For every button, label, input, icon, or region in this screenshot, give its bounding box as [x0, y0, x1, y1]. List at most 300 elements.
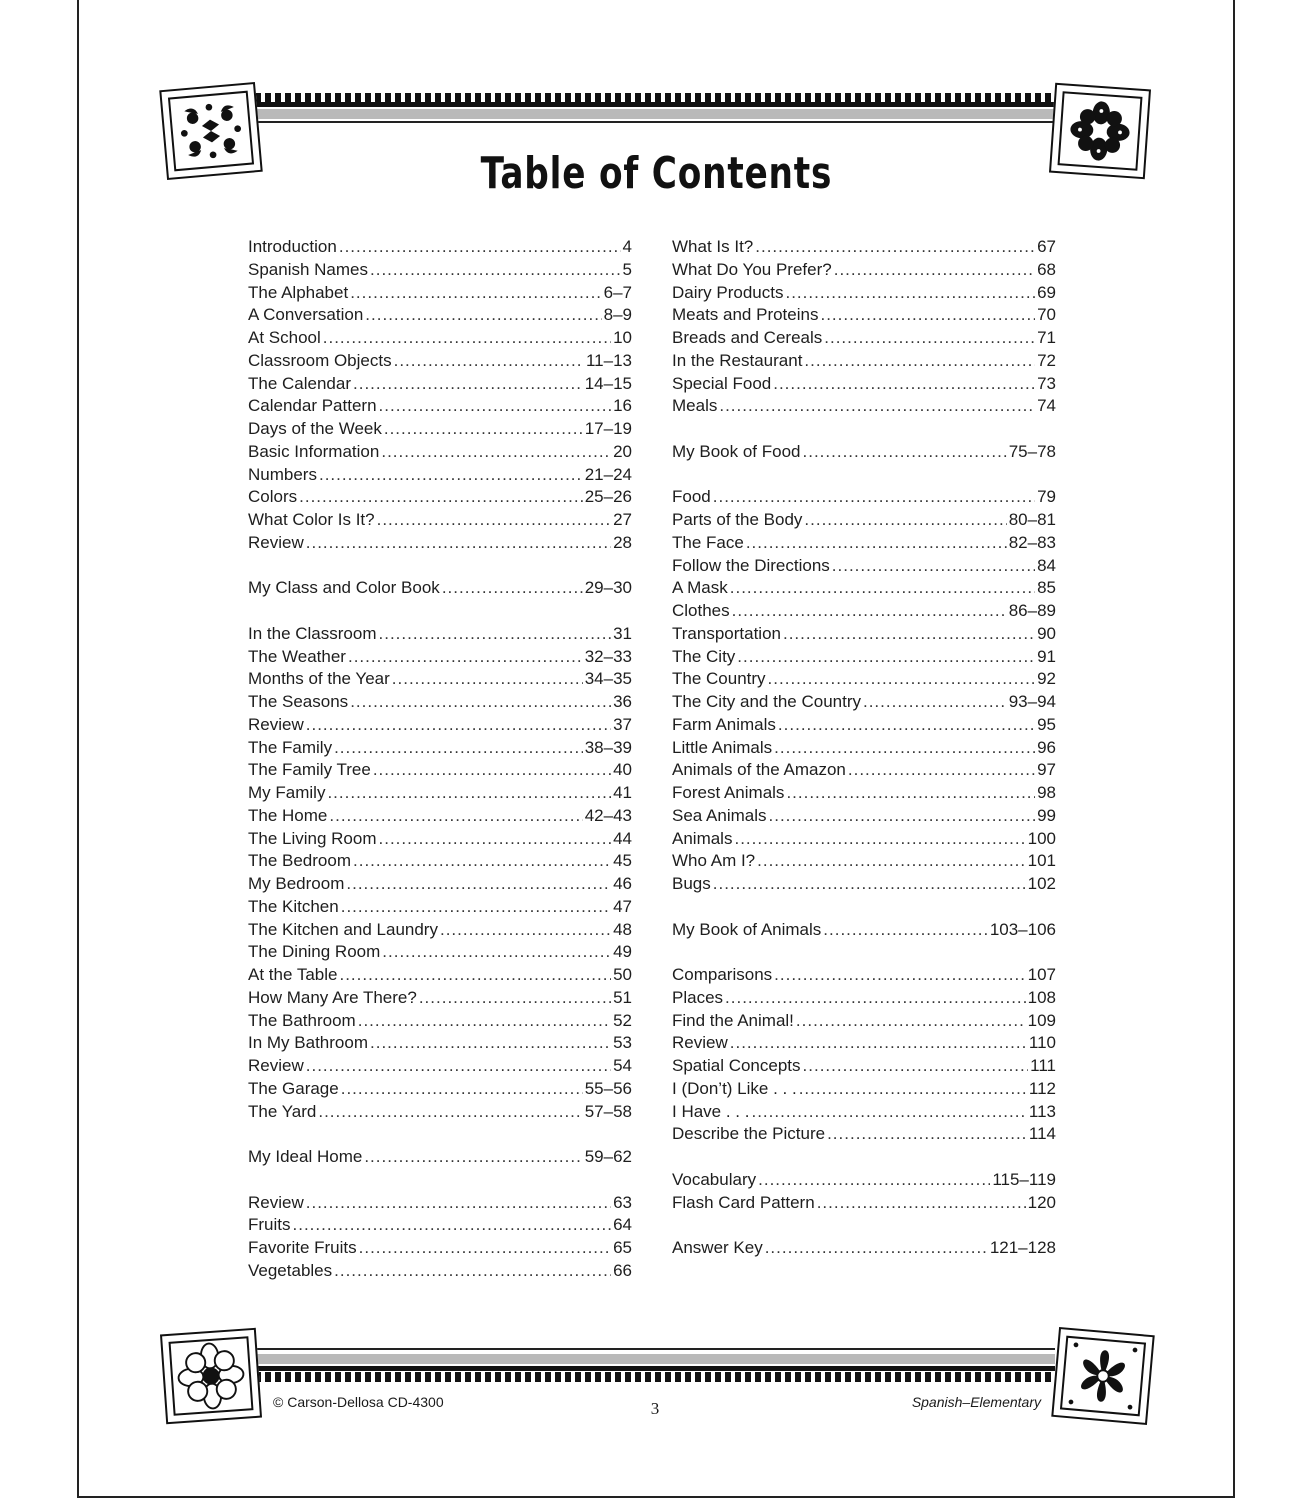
dot-leader [306, 714, 611, 737]
dot-leader [327, 782, 611, 805]
toc-entry-page: 66 [613, 1260, 632, 1280]
toc-entry [672, 486, 1056, 509]
dot-leader [373, 759, 611, 782]
dot-leader [394, 350, 584, 373]
dot-leader [832, 555, 1035, 578]
dot-leader [365, 304, 601, 327]
dot-leader [769, 805, 1036, 828]
toc-entry-title: Parts of the Body [672, 510, 803, 529]
toc-entry-page: 113 [1028, 1101, 1056, 1121]
toc-entry [248, 805, 632, 828]
dot-leader [419, 987, 611, 1010]
toc-entry-page: 91 [1037, 646, 1056, 666]
toc-entry-page: 69 [1037, 282, 1056, 302]
toc-entry-page: 17–19 [584, 419, 632, 438]
dot-leader [751, 1101, 1026, 1124]
toc-entry-page: 92 [1037, 669, 1056, 689]
toc-entry-page: 46 [613, 874, 632, 893]
toc-entry [248, 1260, 632, 1283]
toc-entry-title: I Have . . . [672, 1101, 750, 1121]
section-gap [248, 1169, 632, 1192]
toc-entry-page: 16 [613, 396, 632, 416]
toc-entry-page: 75–78 [1008, 441, 1056, 461]
toc-entry-title: Review [248, 532, 304, 552]
toc-entry-page: 71 [1037, 328, 1056, 347]
toc-entry-page: 8–9 [603, 305, 632, 325]
dot-leader [293, 1214, 612, 1237]
toc-entry [248, 1078, 632, 1101]
toc-entry-title: The Home [248, 805, 328, 825]
toc-entry-title: Days of the Week [248, 419, 382, 438]
toc-entry-title: Farm Animals [672, 714, 776, 734]
toc-entry [248, 964, 632, 987]
toc-entry-page: 99 [1037, 805, 1056, 825]
toc-entry-page: 6–7 [603, 282, 632, 302]
section-gap [672, 1214, 1056, 1237]
toc-entry [672, 759, 1056, 782]
toc-entry-page: 50 [613, 965, 632, 984]
toc-entry-title: Flash Card Pattern [672, 1192, 815, 1212]
dot-leader [774, 737, 1035, 760]
toc-entry-page: 82–83 [1008, 532, 1056, 552]
dot-leader [381, 441, 611, 464]
toc-entry [248, 1146, 632, 1169]
toc-entry [248, 1237, 632, 1260]
toc-entry-title: I (Don’t) Like . . . [672, 1078, 797, 1098]
dot-leader [306, 532, 611, 555]
top-border-band [255, 93, 1055, 133]
toc-entry [248, 1214, 632, 1237]
toc-entry [672, 1101, 1056, 1124]
toc-entry-title: The Calendar [248, 373, 352, 393]
toc-entry [672, 737, 1056, 760]
toc-entry-page: 14–15 [584, 373, 632, 393]
dot-leader [734, 828, 1025, 851]
toc-entry [248, 418, 632, 441]
dot-leader [732, 600, 1007, 623]
toc-entry-title: What Do You Prefer? [672, 259, 832, 279]
toc-entry-title: Vegetables [248, 1260, 333, 1280]
toc-entry-title: My Book of Food [672, 441, 801, 461]
toc-entry-page: 85 [1037, 578, 1056, 598]
four-petal-icon [1051, 1327, 1154, 1425]
toc-entry-page: 5 [622, 259, 632, 279]
toc-entry [672, 373, 1056, 396]
toc-entry [672, 782, 1056, 805]
toc-entry-page: 20 [613, 441, 632, 461]
toc-entry-title: Spanish Names [248, 259, 369, 279]
toc-entry [672, 327, 1056, 350]
toc-entry-page: 49 [613, 942, 632, 962]
toc-entry [672, 1032, 1056, 1055]
dot-leader [863, 691, 1007, 714]
dot-leader [774, 964, 1025, 987]
dot-leader [768, 668, 1036, 691]
dot-leader [804, 509, 1006, 532]
toc-entry [672, 600, 1056, 623]
dot-leader [796, 1010, 1026, 1033]
toc-entry-title: The City and the Country [672, 692, 861, 711]
toc-entry [672, 577, 1056, 600]
dot-leader [823, 919, 988, 942]
dot-leader [799, 1078, 1027, 1101]
toc-entry-page: 44 [613, 828, 632, 848]
dot-leader [392, 668, 583, 691]
dot-leader [737, 646, 1035, 669]
toc-entry [672, 555, 1056, 578]
toc-entry [248, 941, 632, 964]
toc-entry-title: The Family Tree [248, 760, 371, 780]
toc-entry-title: Calendar Pattern [248, 396, 377, 416]
section-gap [248, 1123, 632, 1146]
toc-entry [248, 646, 632, 669]
toc-entry [248, 1010, 632, 1033]
toc-entry-page: 114 [1028, 1124, 1056, 1144]
toc-left-column [248, 236, 632, 1283]
toc-entry [672, 850, 1056, 873]
dot-leader [350, 691, 611, 714]
toc-entry [248, 896, 632, 919]
toc-entry-page: 55–56 [584, 1078, 632, 1098]
toc-entry-title: Find the Animal! [672, 1010, 794, 1030]
dot-leader [379, 623, 612, 646]
toc-entry [248, 464, 632, 487]
dot-leader [318, 1101, 582, 1124]
toc-entry-title: Animals of the Amazon [672, 760, 846, 780]
toc-entry-title: The Alphabet [248, 282, 349, 302]
bottom-border-band [255, 1348, 1055, 1388]
dot-leader [377, 509, 611, 532]
dot-leader [346, 873, 611, 896]
toc-entry-page: 107 [1027, 965, 1056, 984]
toc-entry-page: 29–30 [584, 578, 632, 598]
toc-entry [248, 486, 632, 509]
toc-entry [248, 441, 632, 464]
toc-entry [248, 987, 632, 1010]
toc-entry-title: The Kitchen [248, 896, 339, 916]
toc-entry-page: 93–94 [1008, 692, 1056, 711]
dot-leader [442, 577, 583, 600]
toc-entry-title: A Conversation [248, 305, 364, 325]
dot-leader [848, 759, 1035, 782]
dot-leader [785, 282, 1035, 305]
toc-entry [248, 1032, 632, 1055]
dot-leader [353, 850, 611, 873]
dot-leader [323, 327, 611, 350]
dot-leader [803, 441, 1007, 464]
toc-entry-page: 110 [1028, 1033, 1056, 1053]
toc-entry-page: 68 [1037, 259, 1056, 279]
page-title: Table of Contents [480, 148, 833, 199]
toc-entry-title: What Color Is It? [248, 510, 375, 529]
dot-leader [384, 418, 583, 441]
daisy-icon [160, 1328, 262, 1424]
toc-entry-title: Clothes [672, 601, 730, 620]
toc-entry-page: 79 [1037, 487, 1056, 507]
toc-entry-page: 73 [1037, 373, 1056, 393]
toc-entry-title: Who Am I? [672, 851, 756, 871]
dot-leader [730, 1032, 1027, 1055]
dot-leader [350, 282, 601, 305]
toc-entry-page: 34–35 [584, 669, 632, 689]
toc-entry-page: 28 [613, 532, 632, 552]
toc-entry [672, 259, 1056, 282]
toc-entry-page: 67 [1037, 237, 1056, 256]
toc-entry [672, 987, 1056, 1010]
toc-entry-page: 37 [613, 714, 632, 734]
section-gap [672, 896, 1056, 919]
toc-entry-title: My Family [248, 783, 326, 802]
toc-entry-title: Answer Key [672, 1238, 763, 1257]
toc-entry [672, 828, 1056, 851]
toc-entry [248, 532, 632, 555]
dot-leader [364, 1146, 582, 1169]
toc-entry-title: In My Bathroom [248, 1033, 368, 1053]
toc-entry [672, 282, 1056, 305]
toc-entry-title: Bugs [672, 874, 711, 893]
toc-entry-title: Special Food [672, 373, 772, 393]
dot-leader [757, 850, 1025, 873]
toc-entry-title: Follow the Directions [672, 555, 830, 575]
toc-entry-title: My Bedroom [248, 874, 345, 893]
toc-entry-title: A Mask [672, 578, 728, 598]
toc-entry-page: 40 [613, 760, 632, 780]
toc-entry-page: 103–106 [989, 919, 1056, 939]
toc-entry-page: 90 [1037, 623, 1056, 643]
section-gap [672, 941, 1056, 964]
toc-entry-page: 65 [613, 1238, 632, 1257]
toc-entry [248, 327, 632, 350]
toc-entry-title: Months of the Year [248, 669, 390, 689]
toc-entry-title: Sea Animals [672, 805, 767, 825]
toc-entry-page: 70 [1037, 305, 1056, 325]
toc-entry [248, 509, 632, 532]
toc-entry [248, 236, 632, 259]
toc-entry-page: 53 [613, 1033, 632, 1053]
toc-entry [248, 373, 632, 396]
toc-entry [672, 304, 1056, 327]
dot-leader [746, 532, 1007, 555]
toc-entry-page: 52 [613, 1010, 632, 1030]
toc-entry-page: 36 [613, 692, 632, 711]
toc-entry-title: What Is It? [672, 237, 754, 256]
toc-entry-title: Basic Information [248, 441, 380, 461]
toc-entry-title: The Kitchen and Laundry [248, 919, 438, 939]
toc-entry-page: 27 [613, 510, 632, 529]
toc-entry-title: The Living Room [248, 828, 377, 848]
toc-entry-title: The Bathroom [248, 1010, 356, 1030]
toc-entry [672, 350, 1056, 373]
toc-entry-title: Describe the Picture [672, 1124, 826, 1144]
toc-entry [672, 919, 1056, 942]
toc-entry-title: Review [248, 1056, 304, 1075]
dot-leader [786, 782, 1035, 805]
toc-entry [672, 236, 1056, 259]
section-gap [672, 1146, 1056, 1169]
dot-leader [370, 1032, 611, 1055]
toc-entry-page: 84 [1037, 555, 1056, 575]
toc-entry-title: Vocabulary [672, 1169, 757, 1189]
toc-entry-title: Review [248, 714, 304, 734]
toc-entry-page: 121–128 [989, 1238, 1056, 1257]
toc-entry [672, 1078, 1056, 1101]
dot-leader [379, 828, 612, 851]
toc-entry [672, 1169, 1056, 1192]
dot-leader [306, 1055, 611, 1078]
toc-entry-title: The Seasons [248, 692, 349, 711]
dot-leader [334, 1260, 611, 1283]
toc-entry [248, 759, 632, 782]
toc-entry-title: Numbers [248, 464, 317, 484]
toc-entry-page: 108 [1027, 987, 1056, 1007]
series-title: Spanish–Elementary [911, 1394, 1041, 1410]
toc-entry-title: At School [248, 328, 321, 347]
toc-entry-page: 21–24 [584, 464, 632, 484]
dot-leader [713, 873, 1026, 896]
dot-leader [817, 1192, 1026, 1215]
toc-entry [248, 623, 632, 646]
toc-entry [672, 1123, 1056, 1146]
dot-leader [713, 486, 1035, 509]
toc-entry [248, 919, 632, 942]
toc-entry-title: Breads and Cereals [672, 328, 823, 347]
toc-entry [248, 1192, 632, 1215]
toc-entry-page: 101 [1027, 851, 1056, 871]
toc-entry-title: In the Restaurant [672, 350, 803, 370]
dot-leader [370, 259, 621, 282]
dot-leader [306, 1192, 611, 1215]
toc-entry-title: Review [248, 1192, 304, 1212]
toc-entry [248, 577, 632, 600]
dot-leader [834, 259, 1035, 282]
toc-entry [248, 395, 632, 418]
toc-entry-page: 64 [613, 1215, 632, 1235]
toc-entry-page: 97 [1037, 760, 1056, 780]
toc-entry-page: 96 [1037, 737, 1056, 757]
toc-entry-title: Little Animals [672, 737, 773, 757]
dot-leader [730, 577, 1035, 600]
section-gap [672, 418, 1056, 441]
toc-entry-title: Classroom Objects [248, 350, 392, 370]
toc-entry-title: In the Classroom [248, 623, 377, 643]
dot-leader [334, 737, 583, 760]
dot-leader [382, 941, 611, 964]
toc-entry-page: 4 [622, 237, 632, 256]
dot-leader [778, 714, 1035, 737]
toc-entry-title: At the Table [248, 965, 338, 984]
toc-entry-page: 63 [613, 1192, 632, 1212]
dot-leader [341, 896, 611, 919]
toc-entry-title: How Many Are There? [248, 987, 417, 1007]
toc-entry-page: 41 [613, 783, 632, 802]
dot-leader [725, 987, 1026, 1010]
toc-entry [248, 691, 632, 714]
toc-entry [248, 282, 632, 305]
toc-entry-page: 112 [1028, 1078, 1056, 1098]
toc-entry-page: 102 [1027, 874, 1056, 893]
toc-entry [248, 782, 632, 805]
dot-leader [319, 464, 583, 487]
toc-entry-page: 115–119 [992, 1169, 1056, 1189]
toc-entry-page: 72 [1037, 350, 1056, 370]
toc-entry-title: The Family [248, 737, 333, 757]
toc-entry [672, 441, 1056, 464]
toc-entry [248, 714, 632, 737]
toc-entry-page: 42–43 [584, 805, 632, 825]
toc-entry [672, 1237, 1056, 1260]
dot-leader [765, 1237, 988, 1260]
dot-leader [758, 1169, 990, 1192]
toc-entry-title: The Yard [248, 1101, 317, 1121]
toc-entry-title: Meats and Proteins [672, 305, 819, 325]
dot-leader [358, 1010, 611, 1033]
dot-leader [783, 623, 1035, 646]
toc-entry-title: Review [672, 1033, 728, 1053]
dot-leader [339, 236, 621, 259]
dot-leader [329, 805, 582, 828]
toc-entry-title: Meals [672, 396, 718, 416]
toc-entry [248, 259, 632, 282]
dot-leader [440, 919, 611, 942]
dot-leader [773, 373, 1035, 396]
toc-entry [248, 873, 632, 896]
toc-entry-title: Spatial Concepts [672, 1056, 801, 1075]
toc-entry-title: Colors [248, 487, 298, 507]
toc-entry [672, 873, 1056, 896]
toc-entry-page: 51 [613, 987, 632, 1007]
toc-entry-page: 48 [613, 919, 632, 939]
toc-entry-title: Fruits [248, 1215, 291, 1235]
toc-entry-title: Favorite Fruits [248, 1238, 357, 1257]
dot-leader [348, 646, 583, 669]
toc-entry-title: The Garage [248, 1078, 339, 1098]
toc-entry-page: 109 [1027, 1010, 1056, 1030]
toc-entry [248, 304, 632, 327]
toc-entry-page: 80–81 [1008, 510, 1056, 529]
toc-entry-title: Animals [672, 828, 733, 848]
toc-entry-title: The Weather [248, 646, 346, 666]
toc-entry [248, 1055, 632, 1078]
toc-entry-page: 31 [613, 623, 632, 643]
toc-entry-title: Places [672, 987, 724, 1007]
toc-entry-page: 74 [1037, 396, 1056, 416]
toc-entry-page: 86–89 [1008, 601, 1056, 620]
section-gap [672, 464, 1056, 487]
toc-entry [248, 350, 632, 373]
toc-entry-page: 25–26 [584, 487, 632, 507]
toc-entry [248, 737, 632, 760]
toc-entry-page: 111 [1030, 1056, 1056, 1075]
toc-entry-title: Forest Animals [672, 783, 785, 802]
section-gap [248, 600, 632, 623]
toc-entry [248, 668, 632, 691]
toc-entry [672, 805, 1056, 828]
toc-entry-page: 45 [613, 851, 632, 871]
dot-leader [379, 395, 612, 418]
toc-entry-page: 98 [1037, 783, 1056, 802]
toc-right-column [672, 236, 1056, 1260]
toc-entry-page: 95 [1037, 714, 1056, 734]
copyright-notice: © Carson-Dellosa CD-4300 [273, 1394, 444, 1410]
toc-entry [672, 691, 1056, 714]
toc-entry-page: 57–58 [584, 1101, 632, 1121]
dot-leader [299, 486, 583, 509]
toc-entry-title: The Face [672, 532, 744, 552]
toc-entry-title: The Country [672, 669, 766, 689]
toc-entry-title: My Class and Color Book [248, 578, 440, 598]
toc-entry [248, 1101, 632, 1124]
toc-entry [672, 1055, 1056, 1078]
